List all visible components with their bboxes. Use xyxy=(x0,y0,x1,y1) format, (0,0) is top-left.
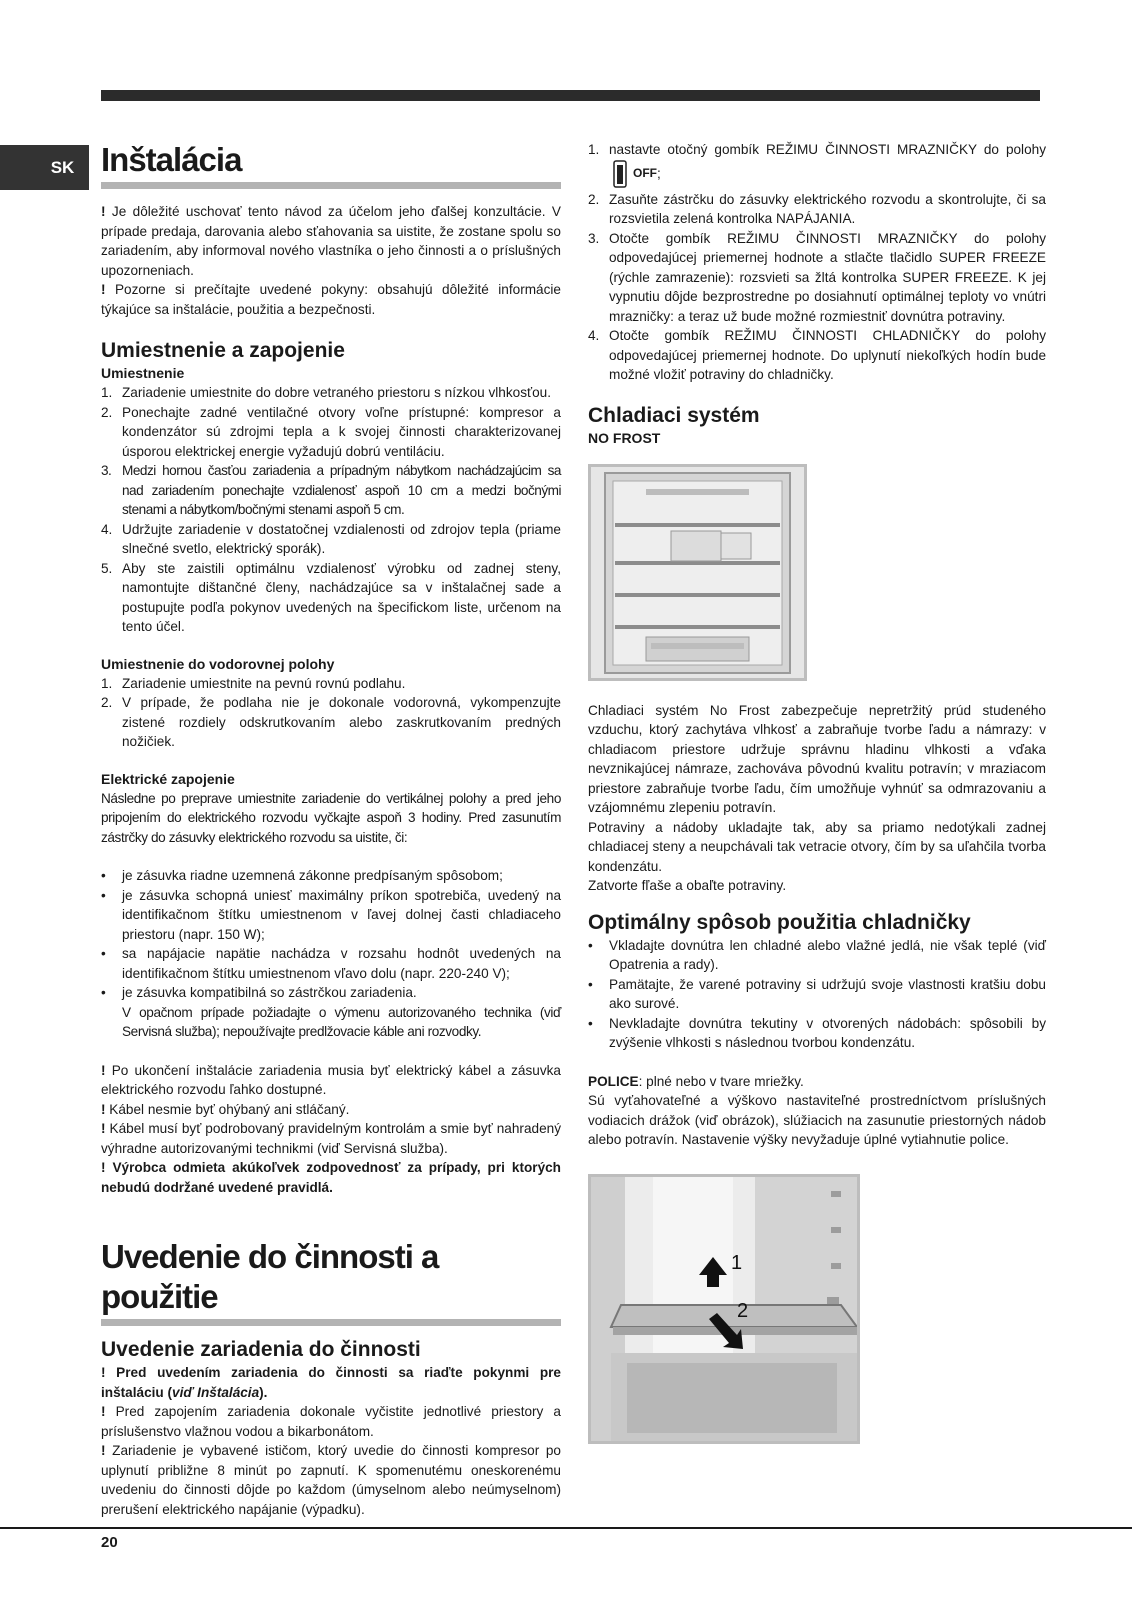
section-title-startup: Uvedenie do činnosti a použitie xyxy=(101,1238,439,1315)
placement-subtitle: Umiestnenie xyxy=(101,365,185,381)
list-item: 3. Medzi hornou časťou zariadenia a prípadným nábytkom nachádzajúcim sa nad zariadením ponechajte vzdialenosť aspoň 10 cm a medzi bočnými stenami a nábytkom/bočnými stenami aspoň 5 cm. xyxy=(101,463,561,517)
usage-bullets xyxy=(588,936,1046,1053)
list-item: 2. Ponechajte zadné ventilačné otvory voľne prístupné: kompresor a kondenzátor sú zdrojmi tepla a k svojej činnosti charakterizovanej úsporou elektrickej energie vyžadujú dobrú ventiláciu. xyxy=(101,404,561,459)
fridge-interior-image xyxy=(588,464,807,681)
electric-text: Následne po preprave umiestnite zariadenie do vertikálnej polohy a pred jeho pripojením do elektrického rozvodu vyčkajte aspoň 3 hodiny. Pred zasunutím zástrčky do zásuvky elektrického rozvodu sa uistite, či: xyxy=(101,790,561,845)
list-item: 5. Aby ste zaistili optimálnu vzdialenosť výrobku od zadnej steny, namontujte dištančné členy, nachádzajúce sa v inštalačnej sade a postupujte podľa pokynov uvedených na špecifickom liste, určenom na tento účel. xyxy=(101,560,561,634)
cooling-subtitle: NO FROST xyxy=(588,429,661,446)
list-item: 2. Zasuňte zástrčku do zásuvky elektrického rozvodu a skontrolujte, či sa rozsvietila zelená kontrolka NAPÁJANIA. xyxy=(588,191,1046,226)
list-item: • Nevkladajte dovnútra tekutiny v otvorených nádobách: spôsobili by zvýšenie vlhkosti s následnou tvorbou kondenzátu. xyxy=(588,1015,1046,1050)
electric-title: Elektrické zapojenie xyxy=(101,770,235,787)
list-item: • je zásuvka kompatibilná so zástrčkou zariadenia. xyxy=(101,985,417,1000)
intro: ! Je dôležité uschovať tento návod za účelom jeho ďalšej konzultácie. V prípade predaja, darovania alebo sťahovania sa uistite, že zostane spolu so zariadením, aby informoval nového vlastníka o jeho činnosti a o príslušných upozorneniach. ! Pozorne si prečítajte uvedené pokyny: obsahujú dôležité informácie týkajúce sa inštalácie, použitia a bezpečnosti. xyxy=(101,204,561,317)
list-item: • je zásuvka riadne uzemnená zákonne predpísaným spôsobom; xyxy=(101,868,503,883)
level-list xyxy=(101,674,561,752)
cooling-text: Chladiaci systém No Frost zabezpečuje nepretržitý prúd studeného vzduchu, ktorý zachytáva vlhkosť a zabraňuje tvorbe ľadu a námrazy: v chladiacom priestore udržuje správnu hladinu vlhkosti a vďaka nevznikajúcej námraze, zachováva pôvodnú kvalitu potravín; v mraziacom priestore zabraňuje tvorbe ľadu, čím umožňuje vyhnúť sa odmrazovaniu a vzájomnému zlepeniu potravín. Potraviny a nádoby ukladajte tak, aby sa priamo nedotýkali zadnej chladiacej steny a neupchávali tak vetracie otvory, čím by sa uľahčila tvorba kondenzátu. Zatvorte fľaše a obaľte potraviny. xyxy=(588,702,1046,893)
list-item: • Vkladajte dovnútra len chladné alebo vlažné jedlá, nie však teplé (viď Opatrenia a rady). xyxy=(588,937,1046,972)
fig-label-1: 1 xyxy=(731,1251,743,1274)
language-tab: SK xyxy=(0,145,89,190)
list-item: 3. Otočte gombík REŽIMU ČINNOSTI MRAZNIČKY do polohy odpovedajúcej priemernej hodnote a stlačte tlačidlo SUPER FREEZE (rýchle zamrazenie): rozsvieti sa žltá kontrolka SUPER FREEZE. K jej vypnutiu dôjde bezprostredne po dosiahnutí optimálnej teploty vo vnútri mrazničky: a teraz už bude možné rozmiestniť dovnútra potraviny. xyxy=(588,230,1046,324)
list-item: 2. V prípade, že podlaha nie je dokonale vodorovná, vykompenzujte zistené rozdiely odskrutkovaním alebo zaskrutkovaním predných nožičiek. xyxy=(101,695,561,749)
off-symbol: OFF ; xyxy=(613,160,661,188)
title-rule xyxy=(101,1319,561,1326)
placement-title: Umiestnenie a zapojenie xyxy=(101,339,345,362)
police-line: POLICE: plné nebo v tvare mriežky. xyxy=(588,1073,804,1089)
list-item: 1. Zariadenie umiestnite do dobre vetraného priestoru s nízkou vlhkosťou. xyxy=(101,385,552,400)
section-title-installation: Inštalácia xyxy=(101,141,242,178)
electric-after: V opačnom prípade požiadajte o výmenu autorizovaného technika (viď Servisná služba); nepoužívajte predlžovacie káble ani rozvodky. xyxy=(122,1004,561,1039)
startup-steps xyxy=(588,140,1046,385)
top-bar xyxy=(101,90,1040,101)
police-desc: Sú vyťahovateľné a výškovo nastaviteľné prostredníctvom príslušných vodiacich drážok (viď obrázok), slúžiacich na zasunutie priestorných nádob alebo potravín. Nastavenie výšky nevyžaduje úplné vytiahnutie police. xyxy=(588,1093,1046,1147)
usage-title: Optimálny spôsob použitia chladničky xyxy=(588,910,971,934)
fig-label-2: 2 xyxy=(737,1299,749,1322)
list-item: 1. Zariadenie umiestnite na pevnú rovnú podlahu. xyxy=(101,675,406,691)
placement-list xyxy=(101,383,561,637)
electric-bullets xyxy=(101,866,561,1003)
level-title: Umiestnenie do vodorovnej polohy xyxy=(101,655,335,672)
knob-icon xyxy=(613,160,627,188)
left-column: Inštalácia ! Je dôležité uschovať tento návod za účelom jeho ďalšej konzultácie. V prípade predaja, darovania alebo sťahovania sa uistite, že zostane spolu so zariadením, aby informoval nového vlastníka o jeho činnosti a o príslušných upozorneniach. ! Pozorne si prečítajte uvedené pokyny: obsahujú dôležité informácie týkajúce sa inštalácie, použitia a bezpečnosti. Umiestnenie a zapojenie Umiestnenie 1. Zariadenie umiestnite do dobre vetraného priestoru s nízkou vlhkosťou. 2. Ponechajte zadné ventilačné otvory voľne prístupné: kompresor a kondenzátor sú zdrojmi tepla a k svojej činnosti charakterizovanej úsporou elektrickej energie vyžadujú dobrú ventiláciu. 3. Medzi hornou časťou zariadenia a prípadným nábytkom nachádzajúcim sa nad zariadením ponechajte vzdialenosť aspoň 10 cm a medzi bočnými stenami a nábytkom/bočnými stenami aspoň 5 cm. 4. Udržujte zariadenie v dostatočnej vzdialenosti od zdrojov tepla (priame slnečné svetlo, elektrický sporák). 5. Aby ste zaistili optimálnu vzdialenosť výrobku od zadnej steny, namontujte dištančné členy, nachádzajúce sa v inštalačnej sade a postupujte podľa pokynov uvedených na špecifickom liste, určenom na tento účel. Umiestnenie do vodorovnej polohy 1. Zariadenie umiestnite na pevnú rovnú podlahu. 2. V prípade, že podlaha nie je dokonale vodorovná, vykompenzujte zistené rozdiely odskrutkovaním alebo zaskrutkovaním predných nožičiek. Elektrické zapojenie Následne po preprave umiestnite zariadenie do vertikálnej polohy a pred jeho pripojením do elektrického rozvodu vyčkajte aspoň 3 hodiny. Pred zasunutím zástrčky do zásuvky elektrického rozvodu sa uistite, či: • je zásuvka riadne uzemnená zákonne predpísaným spôsobom; • je zásuvka schopná uniesť maximálny príkon spotrebiča, uvedený na identifikačnom štítku umiestnenom v ľavej dolnej časti chladiaceho priestoru (napr. 150 W); • sa napájacie napätie nachádza v rozsahu hodnôt uvedených na identifikačnom štítku umiestnenom vľavo dolu (napr. 220-240 V); • je zásuvka kompatibilná so zástrčkou zariadenia. V opačnom prípade požiadajte o výmenu autorizovaného technika (viď Servisná služba); nepoužívajte predlžovacie káble ani rozvodky. ! Po ukončení inštalácie zariadenia musia byť elektrický kábel a zásuvka elektrického rozvodu ľahko dostupné. ! Kábel nesmie byť ohýbaný ani stláčaný. ! Kábel musí byť podrobovaný pravidelným kontrolám a smie byť nahradený výhradne autorizovanými technikmi (viď Servisná služba). ! Výrobca odmieta akúkoľvek zodpovednosť za prípady, pri ktorých nebudú dodržané uvedené pravidlá. Uvedenie do činnosti a použitie Uvedenie zariadenia do činnosti ! Pred uvedením zariadenia do činnosti sa riaďte pokynmi pre inštaláciu (viď Inštalácia). ! Pred zapojením zariadenia dokonale vyčistite jednotlivé priestory a príslušenstvo vlažnou vodou a bikarbonátom. ! Zariadenie je vybavené ističom, ktorý uvedie do činnosti kompresor po uplynutí približne 8 minút po zapnutí. K spomenutému oneskorenému uvedeniu do činnosti dôjde po každom (úmyselnom alebo neúmyselnom) prerušení elektrického napájanie (výpadku). xyxy=(101,141,561,1517)
start-bold: ! Pred uvedením zariadenia do činnosti sa riaďte pokynmi pre inštaláciu (viď Inštalácia). xyxy=(101,1365,561,1400)
cooling-title: Chladiaci systém xyxy=(588,403,760,427)
list-item: 4. Udržujte zariadenie v dostatočnej vzdialenosti od zdrojov tepla (priame slnečné svetlo, elektrický sporák). xyxy=(101,521,561,556)
list-item: 1. nastavte otočný gombík REŽIMU ČINNOSTI MRAZNIČKY do polohy OFF ; xyxy=(588,140,1046,188)
warnings: ! Po ukončení inštalácie zariadenia musia byť elektrický kábel a zásuvka elektrického rozvodu ľahko dostupné. ! Kábel nesmie byť ohýbaný ani stláčaný. ! Kábel musí byť podrobovaný pravidelným kontrolám a smie byť nahradený výhradne autorizovanými technikmi (viď Servisná služba). ! Výrobca odmieta akúkoľvek zodpovednosť za prípady, pri ktorých nebudú dodržané uvedené pravidlá. xyxy=(101,1061,561,1198)
list-item: • je zásuvka schopná uniesť maximálny príkon spotrebiča, uvedený na identifikačnom štítku umiestnenom v ľavej dolnej časti chladiaceho priestoru (napr. 150 W); xyxy=(101,887,561,942)
list-item: 4. Otočte gombík REŽIMU ČINNOSTI CHLADNIČKY do polohy odpovedajúcej priemernej hodnote. Do uplynutí niekoľkých hodín bude možné vložiť potraviny do chladničky. xyxy=(588,328,1046,382)
title-rule xyxy=(101,182,561,189)
right-column xyxy=(588,140,1046,1444)
list-item: • Pamätajte, že varené potraviny si udržujú svoje vlastnosti kratšiu dobu ako surové. xyxy=(588,976,1046,1011)
page-number: 20 xyxy=(101,1534,118,1551)
warning-bold: ! Výrobca odmieta akúkoľvek zodpovednosť za prípady, pri ktorých nebudú dodržané uvedené pravidlá. xyxy=(101,1160,561,1195)
shelf-illustration xyxy=(591,1177,857,1441)
shelf-adjust-image xyxy=(588,1174,860,1444)
list-item: • sa napájacie napätie nachádza v rozsahu hodnôt uvedených na identifikačnom štítku umiestnenom vľavo dolu (napr. 220-240 V); xyxy=(101,946,561,981)
start-title: Uvedenie zariadenia do činnosti xyxy=(101,1338,421,1361)
bottom-rule xyxy=(0,1527,1132,1529)
fridge-illustration xyxy=(591,467,804,678)
